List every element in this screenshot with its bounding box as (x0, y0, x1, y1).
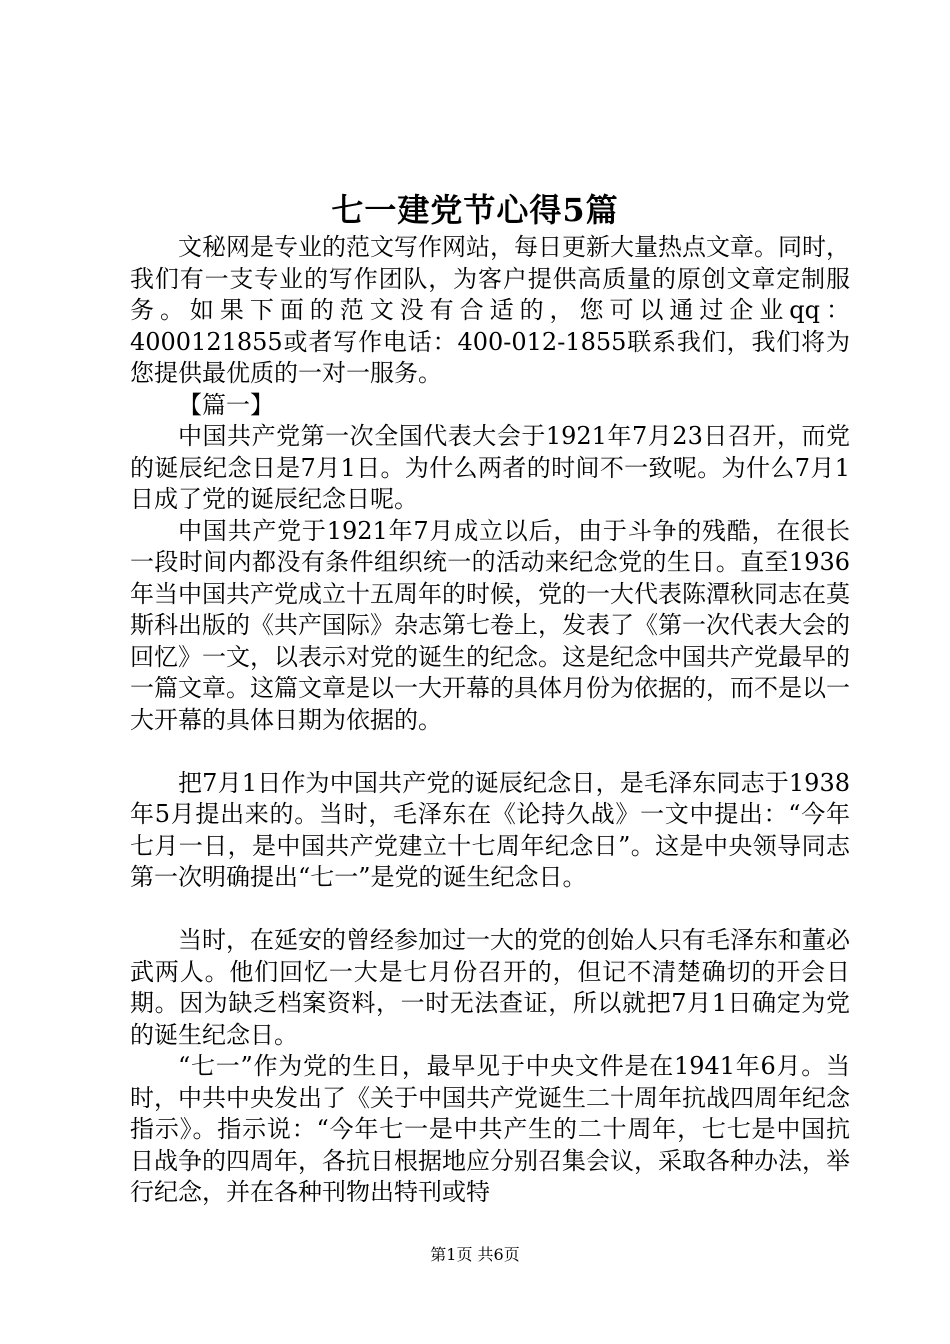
intro-paragraph: 文秘网是专业的范文写作网站，每日更新大量热点文章。同时，我们有一支专业的写作团队，为客户提供高质量的原创文章定制服务。如果下面的范文没有合适的，您可以通过企业qq：4000121855或者写作电话：400-012-1855联系我们，我们将为您提供最优质的一对一服务。 (130, 233, 850, 387)
body-paragraph: “七一”作为党的生日，最早见于中央文件是在1941年6月。当时，中共中央发出了《关于中国共产党诞生二十周年抗战四周年纪念指示》。指示说：“今年七一是中共产生的二十周年，七七是中国抗日战争的四周年，各抗日根据地应分别召集会议，采取各种办法，举行纪念，并在各种刊物出特刊或特 (130, 1052, 850, 1206)
page-footer: 第1页 共6页 (430, 1245, 520, 1264)
body-paragraph: 中国共产党于1921年7月成立以后，由于斗争的残酷，在很长一段时间内都没有条件组织统一的活动来纪念党的生日。直至1936年当中国共产党成立十五周年的时候，党的一大代表陈潭秋同志在莫斯科出版的《共产国际》杂志第七卷上，发表了《第一次代表大会的回忆》一文，以表示对党的诞生的纪念。这是纪念中国共产党最早的一篇文章。这篇文章是以一大开幕的具体月份为依据的，而不是以一大开幕的具体日期为依据的。 (130, 516, 850, 734)
paragraph-gap (130, 894, 850, 926)
paragraph-gap (130, 736, 850, 768)
document-body (130, 232, 850, 1209)
document-title: 七一建党节心得5篇 (331, 191, 619, 229)
body-paragraph: 把7月1日作为中国共产党的诞辰纪念日，是毛泽东同志于1938年5月提出来的。当时，毛泽东在《论持久战》一文中提出：“今年七月一日，是中国共产党建立十七周年纪念日”。这是中央领导同志第一次明确提出“七一”是党的诞生纪念日。 (130, 768, 850, 891)
body-paragraph: 中国共产党第一次全国代表大会于1921年7月23日召开，而党的诞辰纪念日是7月1日。为什么两者的时间不一致呢。为什么7月1日成了党的诞辰纪念日呢。 (130, 422, 850, 513)
body-paragraph: 当时，在延安的曾经参加过一大的党的创始人只有毛泽东和董必武两人。他们回忆一大是七月份召开的，但记不清楚确切的开会日期。因为缺乏档案资料，一时无法查证，所以就把7月1日确定为党的诞生纪念日。 (130, 926, 850, 1049)
section-heading: 【篇一】 (178, 390, 274, 419)
